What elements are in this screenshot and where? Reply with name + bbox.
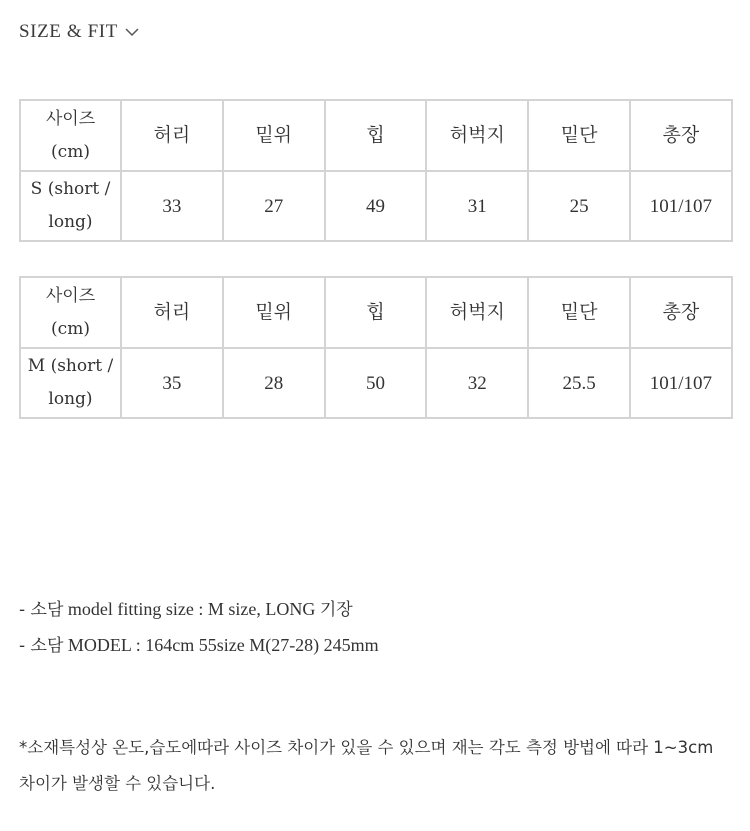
table-header-row — [20, 100, 732, 171]
header-length: 총장 — [630, 100, 732, 171]
note-prefix: - 소담 — [19, 636, 64, 656]
note-suffix: 기장 — [319, 600, 353, 620]
header-hem: 밑단 — [528, 277, 630, 348]
size-label-text: 사이즈 (cm) — [45, 285, 96, 339]
chevron-down-icon — [124, 24, 140, 40]
value-rise: 28 — [223, 348, 325, 418]
header-rise: 밑위 — [223, 277, 325, 348]
note-line — [19, 592, 379, 628]
size-table-s — [19, 99, 733, 242]
value-thigh: 32 — [426, 348, 528, 418]
note-text: model fitting size : M size, LONG — [63, 599, 320, 619]
value-waist: 33 — [121, 171, 223, 241]
value-hem: 25 — [528, 171, 630, 241]
size-fit-toggle[interactable] — [19, 18, 140, 46]
value-thigh: 31 — [426, 171, 528, 241]
size-label-header — [20, 277, 121, 348]
size-label-text: 사이즈 (cm) — [45, 108, 96, 162]
table-row — [20, 348, 732, 418]
note-line — [19, 628, 379, 664]
header-thigh: 허벅지 — [426, 277, 528, 348]
table-header-row — [20, 277, 732, 348]
header-thigh: 허벅지 — [426, 100, 528, 171]
header-waist: 허리 — [121, 277, 223, 348]
header-rise: 밑위 — [223, 100, 325, 171]
value-hip: 50 — [325, 348, 427, 418]
size-s-label: S (short / long) — [20, 171, 121, 241]
table-row — [20, 171, 732, 241]
value-hem: 25.5 — [528, 348, 630, 418]
header-hip: 힙 — [325, 277, 427, 348]
value-length: 101/107 — [630, 348, 732, 418]
measurement-disclaimer: *소재특성상 온도,습도에따라 사이즈 차이가 있을 수 있으며 재는 각도 측정 방법에 따라 1~3cm 차이가 발생할 수 있습니다. — [19, 738, 714, 793]
section-title: SIZE & FIT — [19, 21, 118, 42]
header-hem: 밑단 — [528, 100, 630, 171]
value-waist: 35 — [121, 348, 223, 418]
size-table-m — [19, 276, 733, 419]
value-hip: 49 — [325, 171, 427, 241]
note-text: MODEL : 164cm 55size M(27-28) 245mm — [63, 635, 379, 655]
size-label-header — [20, 100, 121, 171]
header-waist: 허리 — [121, 100, 223, 171]
header-hip: 힙 — [325, 100, 427, 171]
note-prefix: - 소담 — [19, 600, 64, 620]
value-length: 101/107 — [630, 171, 732, 241]
model-notes — [19, 592, 379, 664]
header-length: 총장 — [630, 277, 732, 348]
value-rise: 27 — [223, 171, 325, 241]
size-m-label: M (short / long) — [20, 348, 121, 418]
